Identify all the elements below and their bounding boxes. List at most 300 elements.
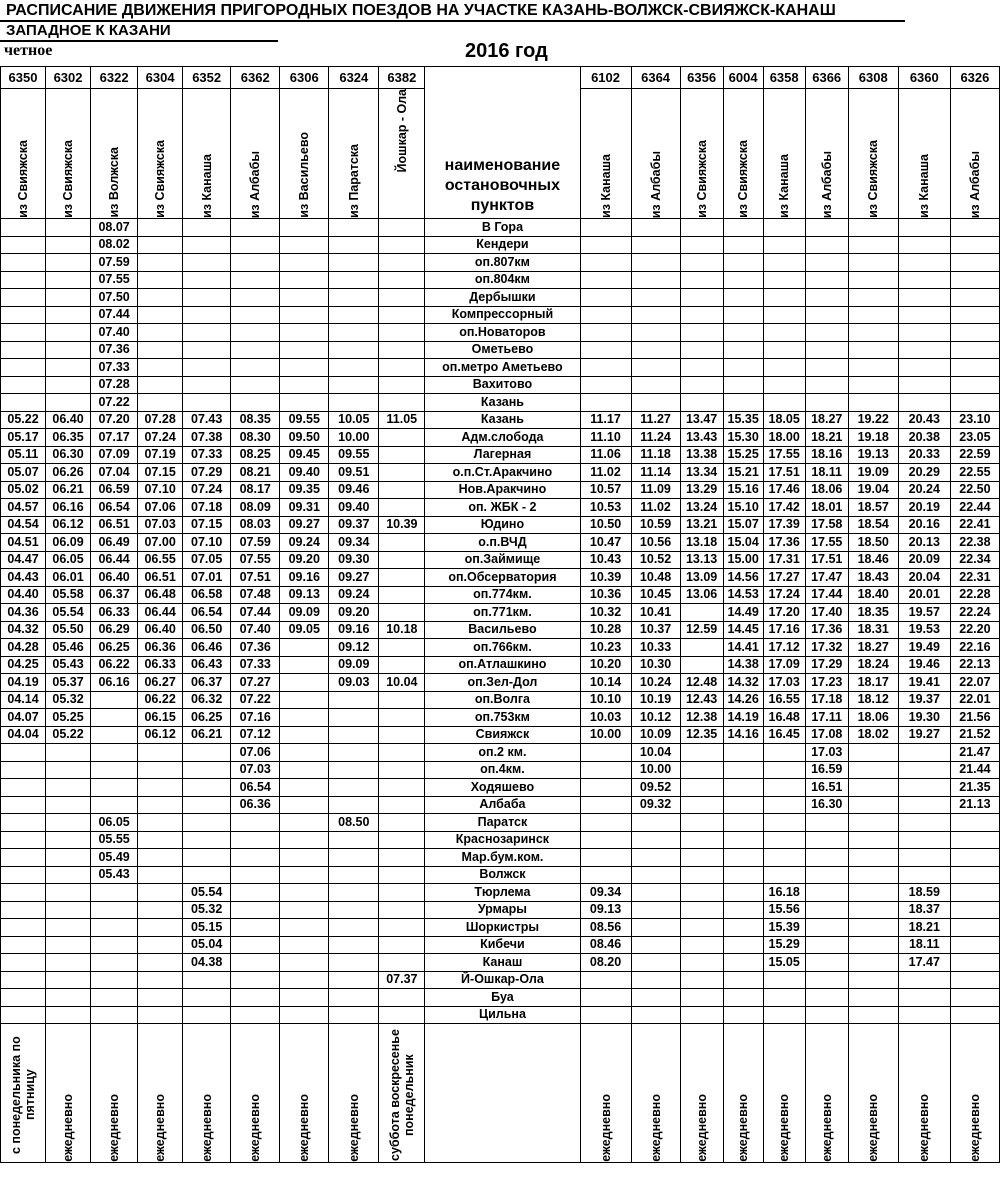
time-cell [280,849,329,867]
time-cell [329,884,379,902]
time-cell: 20.29 [898,464,950,482]
time-cell [805,359,848,377]
time-cell: 17.51 [763,464,805,482]
table-row [1,761,1000,779]
train-origin-text: из Паратска [346,143,361,218]
time-cell: 20.43 [898,411,950,429]
time-cell: 10.59 [631,516,680,534]
time-cell [805,849,848,867]
time-cell [580,394,631,412]
time-cell: 09.09 [329,656,379,674]
time-cell [379,919,425,937]
time-cell: 15.10 [723,499,763,517]
time-cell: 19.27 [898,726,950,744]
time-cell: 14.49 [723,604,763,622]
time-cell [46,884,91,902]
time-cell: 18.05 [763,411,805,429]
time-cell [280,936,329,954]
time-cell: 09.45 [280,446,329,464]
time-cell [183,989,231,1007]
time-cell [848,989,898,1007]
time-cell [580,849,631,867]
time-cell: 06.12 [138,726,183,744]
time-cell: 17.55 [805,534,848,552]
table-row [1,656,1000,674]
train-origin [950,89,999,219]
table-row [1,376,1000,394]
time-cell [231,289,280,307]
time-cell: 07.09 [91,446,138,464]
time-cell: 18.06 [805,481,848,499]
time-cell: 09.51 [329,464,379,482]
time-cell [329,796,379,814]
table-row [1,831,1000,849]
time-cell [379,709,425,727]
time-cell: 07.55 [231,551,280,569]
table-row [1,971,1000,989]
time-cell [898,814,950,832]
time-cell [580,866,631,884]
time-cell [1,219,46,237]
time-cell [723,796,763,814]
time-cell: 04.32 [1,621,46,639]
time-cell: 10.45 [631,586,680,604]
operating-days-text: с понедельника по пятницу [9,1036,38,1154]
time-cell: 09.30 [329,551,379,569]
time-cell [138,884,183,902]
time-cell [898,324,950,342]
time-cell [280,289,329,307]
time-cell [848,884,898,902]
time-cell [1,341,46,359]
time-cell [763,341,805,359]
time-cell [848,796,898,814]
train-number: 6362 [231,67,280,89]
time-cell [46,936,91,954]
time-cell [723,936,763,954]
time-cell [680,954,723,972]
time-cell [723,866,763,884]
time-cell [805,866,848,884]
time-cell: 15.56 [763,901,805,919]
time-cell: 18.57 [848,499,898,517]
time-cell [848,901,898,919]
time-cell: 07.33 [91,359,138,377]
time-cell [379,691,425,709]
train-origin [138,89,183,219]
time-cell: 06.15 [138,709,183,727]
time-cell: 11.24 [631,429,680,447]
time-cell [46,919,91,937]
operating-days-text: ежедневно [736,1094,751,1162]
time-cell [805,254,848,272]
time-cell: 12.48 [680,674,723,692]
train-number: 6358 [763,67,805,89]
time-cell [138,744,183,762]
time-cell [805,971,848,989]
time-cell: 04.25 [1,656,46,674]
time-cell [46,744,91,762]
time-cell [46,831,91,849]
time-cell [680,394,723,412]
table-row [1,551,1000,569]
time-cell: 10.05 [329,411,379,429]
table-row [1,341,1000,359]
time-cell [723,376,763,394]
time-cell [91,1006,138,1024]
time-cell: 18.27 [805,411,848,429]
time-cell: 16.45 [763,726,805,744]
time-cell: 11.10 [580,429,631,447]
train-origin-text: из Канаша [777,154,792,218]
time-cell: 06.36 [231,796,280,814]
time-cell [898,359,950,377]
station-name: Цильна [425,1006,580,1024]
time-cell: 18.11 [898,936,950,954]
station-name: оп.774км. [425,586,580,604]
time-cell [580,254,631,272]
time-cell: 07.33 [231,656,280,674]
time-cell [231,219,280,237]
time-cell: 15.16 [723,481,763,499]
time-cell [763,271,805,289]
train-origin [329,89,379,219]
time-cell: 13.06 [680,586,723,604]
station-name: Шоркистры [425,919,580,937]
time-cell [183,271,231,289]
train-origin-text: из Албабы [248,150,263,218]
time-cell [898,219,950,237]
train-origin [680,89,723,219]
time-cell: 04.47 [1,551,46,569]
train-origin-text: из Свияжска [61,140,76,218]
time-cell [680,779,723,797]
train-origin-text: из Канаша [199,154,214,218]
time-cell [1,271,46,289]
time-cell: 20.13 [898,534,950,552]
time-cell [379,796,425,814]
time-cell [1,779,46,797]
time-cell: 11.02 [631,499,680,517]
time-cell [329,691,379,709]
time-cell: 15.00 [723,551,763,569]
time-cell: 06.40 [46,411,91,429]
time-cell: 10.30 [631,656,680,674]
time-cell [950,919,999,937]
time-cell [848,376,898,394]
time-cell [580,744,631,762]
time-cell [805,271,848,289]
time-cell: 21.47 [950,744,999,762]
operating-days-text: суббота воскресенье понедельник [387,1029,416,1161]
time-cell: 10.04 [631,744,680,762]
time-cell: 07.24 [183,481,231,499]
time-cell: 17.42 [763,499,805,517]
time-cell: 13.47 [680,411,723,429]
time-cell: 15.30 [723,429,763,447]
time-cell [280,306,329,324]
time-cell: 10.32 [580,604,631,622]
operating-days [280,1024,329,1163]
time-cell: 18.21 [805,429,848,447]
time-cell [805,324,848,342]
time-cell: 23.10 [950,411,999,429]
table-row [1,464,1000,482]
time-cell [379,464,425,482]
time-cell: 17.36 [763,534,805,552]
time-cell [680,376,723,394]
time-cell: 18.37 [898,901,950,919]
time-cell: 10.09 [631,726,680,744]
time-cell [1,359,46,377]
time-cell: 04.36 [1,604,46,622]
time-cell [46,394,91,412]
time-cell [898,849,950,867]
time-cell [379,761,425,779]
time-cell: 05.54 [183,884,231,902]
time-cell [91,726,138,744]
time-cell [231,884,280,902]
time-cell: 17.20 [763,604,805,622]
time-cell [46,254,91,272]
time-cell [280,779,329,797]
time-cell [950,394,999,412]
train-origin [848,89,898,219]
station-name: оп.Зел-Дол [425,674,580,692]
time-cell [631,341,680,359]
time-cell: 06.37 [183,674,231,692]
time-cell: 05.46 [46,639,91,657]
time-cell [680,604,723,622]
time-cell: 06.25 [91,639,138,657]
time-cell: 07.05 [183,551,231,569]
time-cell: 16.48 [763,709,805,727]
time-cell: 18.31 [848,621,898,639]
time-cell [91,989,138,1007]
time-cell [580,359,631,377]
time-cell [898,306,950,324]
time-cell: 17.39 [763,516,805,534]
station-name: Казань [425,411,580,429]
train-number: 6308 [848,67,898,89]
time-cell: 06.01 [46,569,91,587]
train-number: 6364 [631,67,680,89]
time-cell [723,394,763,412]
time-cell [898,376,950,394]
time-cell [138,779,183,797]
station-name: Тюрлема [425,884,580,902]
time-cell [329,1006,379,1024]
time-cell [329,254,379,272]
time-cell: 09.31 [280,499,329,517]
time-cell: 07.50 [91,289,138,307]
time-cell [1,796,46,814]
table-row [1,236,1000,254]
station-name: Лагерная [425,446,580,464]
time-cell: 08.07 [91,219,138,237]
train-number: 6366 [805,67,848,89]
time-cell [329,954,379,972]
time-cell [138,394,183,412]
time-cell: 13.24 [680,499,723,517]
time-cell: 16.55 [763,691,805,709]
time-cell [231,831,280,849]
time-cell [138,289,183,307]
operating-days-text: ежедневно [346,1094,361,1162]
time-cell: 08.09 [231,499,280,517]
time-cell: 19.30 [898,709,950,727]
station-name: Урмары [425,901,580,919]
train-origin [631,89,680,219]
time-cell [231,359,280,377]
days-station-blank [425,1024,580,1163]
time-cell [46,289,91,307]
time-cell: 06.54 [91,499,138,517]
time-cell: 07.59 [231,534,280,552]
time-cell [280,919,329,937]
time-cell [1,989,46,1007]
time-cell [379,569,425,587]
operating-days [631,1024,680,1163]
time-cell [631,919,680,937]
time-cell: 04.04 [1,726,46,744]
time-cell [280,656,329,674]
time-cell [763,779,805,797]
schedule-title: РАСПИСАНИЕ ДВИЖЕНИЯ ПРИГОРОДНЫХ ПОЕЗДОВ НА УЧАСТКЕ КАЗАНЬ-ВОЛЖСК-СВИЯЖСК-КАНАШ [6,2,836,19]
station-name: В Гора [425,219,580,237]
time-cell [580,341,631,359]
operating-days [805,1024,848,1163]
station-name: Вахитово [425,376,580,394]
time-cell [680,306,723,324]
time-cell: 10.37 [631,621,680,639]
station-name: оп.Новаторов [425,324,580,342]
time-cell: 09.09 [280,604,329,622]
time-cell: 21.44 [950,761,999,779]
table-row [1,779,1000,797]
time-cell: 12.43 [680,691,723,709]
time-cell [631,831,680,849]
time-cell: 14.53 [723,586,763,604]
time-cell: 14.41 [723,639,763,657]
time-cell [950,954,999,972]
station-name: оп.Займище [425,551,580,569]
table-row [1,306,1000,324]
time-cell [680,271,723,289]
time-cell [898,761,950,779]
train-number: 6326 [950,67,999,89]
train-origin-text: из Свияжска [866,140,881,218]
time-cell: 14.45 [723,621,763,639]
train-origin [763,89,805,219]
time-cell [280,761,329,779]
time-cell: 09.40 [329,499,379,517]
time-cell: 18.01 [805,499,848,517]
time-cell [580,1006,631,1024]
train-number: 6004 [723,67,763,89]
time-cell: 07.16 [231,709,280,727]
table-row [1,691,1000,709]
time-cell [46,761,91,779]
time-cell [848,289,898,307]
station-name: о.п.Ст.Аракчино [425,464,580,482]
time-cell: 11.05 [379,411,425,429]
operating-days-text: ежедневно [777,1094,792,1162]
time-cell: 10.19 [631,691,680,709]
time-cell [680,919,723,937]
station-name: оп.метро Аметьево [425,359,580,377]
time-cell: 11.09 [631,481,680,499]
time-cell [280,639,329,657]
time-cell: 04.38 [183,954,231,972]
time-cell [183,254,231,272]
time-cell: 07.22 [91,394,138,412]
station-name: Нов.Аракчино [425,481,580,499]
time-cell [723,289,763,307]
train-number: 6306 [280,67,329,89]
time-cell [723,1006,763,1024]
time-cell [379,656,425,674]
time-cell [231,1006,280,1024]
time-cell: 05.25 [46,709,91,727]
time-cell [231,306,280,324]
time-cell: 06.44 [91,551,138,569]
time-cell [723,779,763,797]
time-cell [631,219,680,237]
time-cell [1,849,46,867]
time-cell [950,1006,999,1024]
time-cell: 05.22 [1,411,46,429]
time-cell: 06.58 [183,586,231,604]
time-cell: 07.03 [231,761,280,779]
time-cell [46,849,91,867]
time-cell: 09.27 [280,516,329,534]
table-row [1,516,1000,534]
operating-days-text: ежедневно [297,1094,312,1162]
train-origin-text: из Свияжска [736,140,751,218]
time-cell [763,219,805,237]
train-number: 6324 [329,67,379,89]
time-cell: 19.37 [898,691,950,709]
time-cell: 08.21 [231,464,280,482]
time-cell [680,761,723,779]
time-cell [91,744,138,762]
time-cell: 06.37 [91,586,138,604]
time-cell: 04.40 [1,586,46,604]
time-cell: 05.43 [91,866,138,884]
time-cell: 16.59 [805,761,848,779]
time-cell [723,884,763,902]
time-cell: 06.22 [91,656,138,674]
time-cell [183,289,231,307]
time-cell [631,306,680,324]
time-cell [805,901,848,919]
time-cell [379,639,425,657]
time-cell [950,359,999,377]
time-cell [898,744,950,762]
time-cell: 22.38 [950,534,999,552]
time-cell [379,394,425,412]
time-cell [723,919,763,937]
train-number: 6352 [183,67,231,89]
station-name: оп.2 км. [425,744,580,762]
time-cell: 07.37 [379,971,425,989]
time-cell: 08.25 [231,446,280,464]
time-cell [379,499,425,517]
time-cell: 07.44 [91,306,138,324]
time-cell: 17.11 [805,709,848,727]
time-cell [46,989,91,1007]
